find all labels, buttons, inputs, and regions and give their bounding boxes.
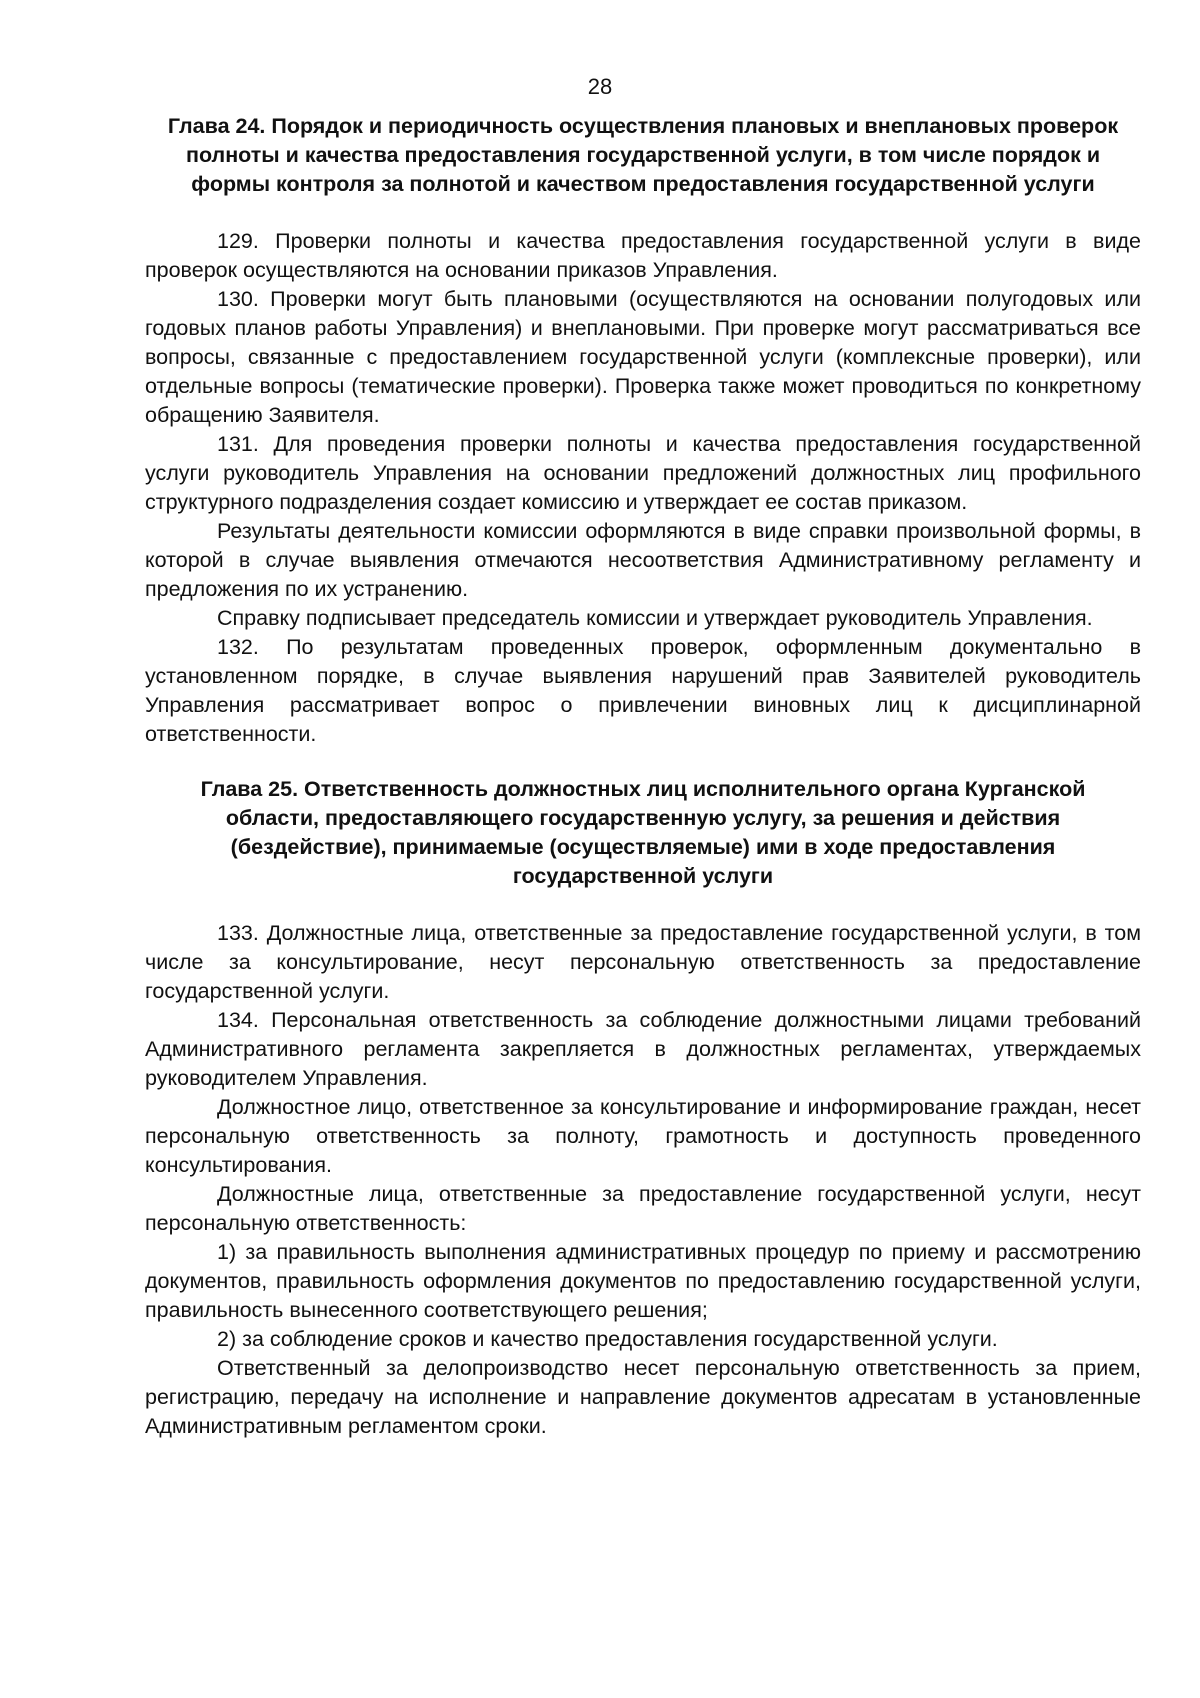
page-number: 28 bbox=[587, 74, 613, 99]
list-item-2: 2) за соблюдение сроков и качество предоставления государственной услуги. bbox=[217, 1327, 998, 1351]
paragraph-129: 129. Проверки полноты и качества предоставления государственной услуги в виде проверок осуществляются на основании приказов Управления. bbox=[145, 229, 1141, 282]
paragraph-134: 134. Персональная ответственность за соблюдение должностными лицами требований Административного регламента закрепляется в должностных регламентах, утверждаемых руководителем Управления. bbox=[145, 1008, 1141, 1090]
document-body bbox=[145, 112, 1141, 1441]
paragraph-134-responsibility: Должностные лица, ответственные за предоставление государственной услуги, несут персональную ответственность: bbox=[145, 1182, 1141, 1235]
paragraph-134-records: Ответственный за делопроизводство несет персональную ответственность за прием, регистрацию, передачу на исполнение и направление документов адресатам в установленные Административным регламентом сроки. bbox=[145, 1356, 1141, 1438]
paragraph-133: 133. Должностные лица, ответственные за предоставление государственной услуги, в том числе за консультирование, несут персональную ответственность за предоставление государственной услуги. bbox=[145, 921, 1141, 1003]
chapter-24-heading: Глава 24. Порядок и периодичность осуществления плановых и внеплановых проверок полноты и качества предоставления государственной услуги, в том числе порядок и формы контроля за полнотой и качеством предоставления государственной услуги bbox=[167, 114, 1119, 196]
paragraph-134-consulting: Должностное лицо, ответственное за консультирование и информирование граждан, несет персональную ответственность за полноту, грамотность и доступность проведенного консультирования. bbox=[145, 1095, 1141, 1177]
paragraph-132: 132. По результатам проведенных проверок, оформленным документально в установленном порядке, в случае выявления нарушений прав Заявителей руководитель Управления рассматривает вопрос о привлечении виновных лиц к дисциплинарной ответственности. bbox=[145, 635, 1141, 746]
paragraph-130: 130. Проверки могут быть плановыми (осуществляются на основании полугодовых или годовых планов работы Управления) и внеплановыми. При проверке могут рассматриваться все вопросы, связанные с предоставлением государственной услуги (комплексные проверки), или отдельные вопросы (тематические проверки). Проверка также может проводиться по конкретному обращению Заявителя. bbox=[145, 287, 1141, 427]
paragraph-131: 131. Для проведения проверки полноты и качества предоставления государственной услуги руководитель Управления на основании предложений должностных лиц профильного структурного подразделения создает комиссию и утверждает ее состав приказом. bbox=[145, 432, 1141, 514]
chapter-25-heading: Глава 25. Ответственность должностных лиц исполнительного органа Курганской области, предоставляющего государственную услугу, за решения и действия (бездействие), принимаемые (осуществляемые) ими в ходе предоставления государственной услуги bbox=[200, 777, 1086, 888]
list-item-1: 1) за правильность выполнения административных процедур по приему и рассмотрению документов, правильность оформления документов по предоставлению государственной услуги, правильность вынесенного соответствующего решения; bbox=[145, 1240, 1141, 1322]
paragraph-131-results: Результаты деятельности комиссии оформляются в виде справки произвольной формы, в которой в случае выявления отмечаются несоответствия Административному регламенту и предложения по их устранению. bbox=[145, 519, 1141, 601]
paragraph-131-signature: Справку подписывает председатель комиссии и утверждает руководитель Управления. bbox=[217, 606, 1093, 630]
